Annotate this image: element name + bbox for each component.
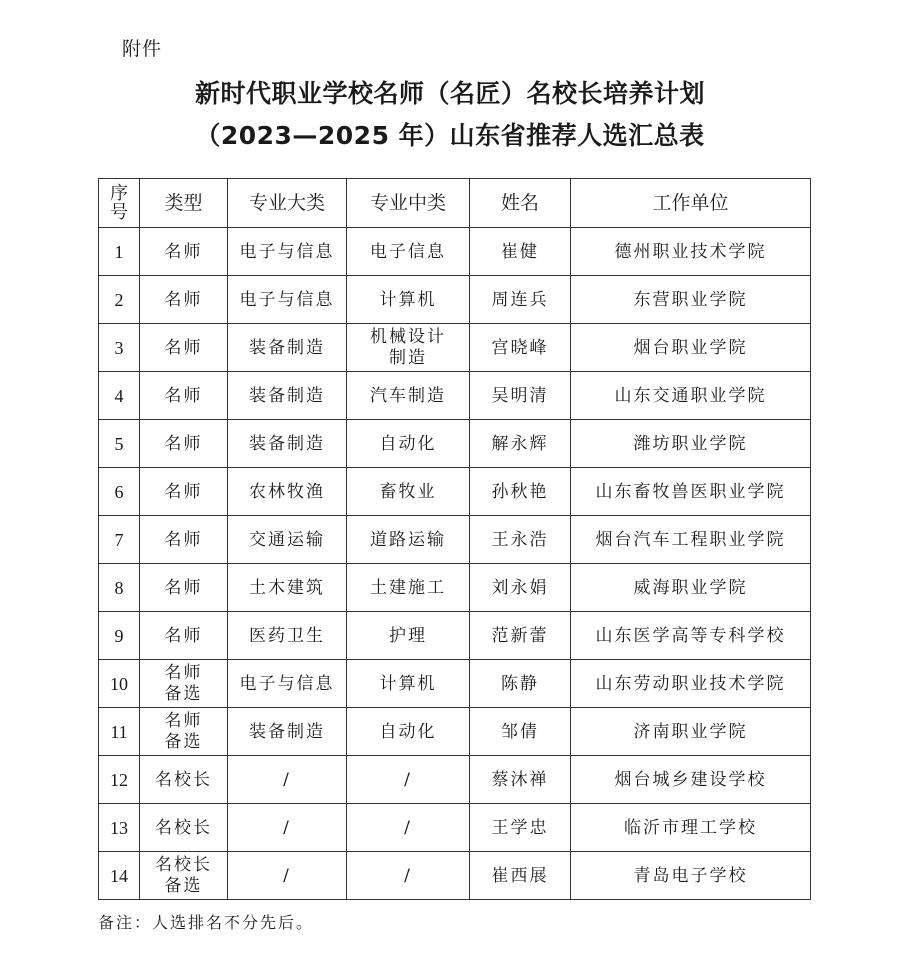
cell-major-subcategory-line: 电子信息 (370, 241, 446, 262)
cell-major-category: 电子与信息 (228, 660, 347, 708)
cell-major-category: 装备制造 (228, 708, 347, 756)
cell-major-subcategory (347, 804, 470, 852)
header-major-category: 专业大类 (228, 179, 347, 228)
table-row (99, 612, 811, 660)
header-seq (99, 179, 140, 228)
cell-type (140, 468, 228, 516)
cell-major-category: 电子与信息 (228, 228, 347, 276)
cell-type-line: 备选 (164, 683, 203, 704)
table-row (99, 564, 811, 612)
cell-seq: 4 (99, 372, 140, 420)
header-seq-line-1: 序 (110, 183, 128, 204)
cell-major-subcategory-line: 计算机 (379, 673, 437, 694)
cell-type-line: 备选 (164, 875, 203, 896)
table-row (99, 516, 811, 564)
cell-major-subcategory (347, 852, 470, 900)
cell-workplace: 东营职业学院 (571, 276, 811, 324)
cell-name: 吴明清 (470, 372, 571, 420)
cell-type-line: 名师 (164, 710, 203, 731)
table-row (99, 660, 811, 708)
attachment-label: 附件 (122, 38, 163, 60)
cell-major-subcategory-line: 护理 (389, 625, 427, 646)
cell-type-line: 名师 (164, 433, 203, 454)
cell-major-category: 农林牧渔 (228, 468, 347, 516)
cell-workplace: 山东劳动职业技术学院 (571, 660, 811, 708)
header-seq-line-2: 号 (110, 202, 128, 223)
cell-major-subcategory-line: 自动化 (379, 433, 437, 454)
cell-type-line: 名师 (164, 337, 203, 358)
cell-type-line: 备选 (164, 731, 203, 752)
cell-type-line: 名师 (164, 625, 203, 646)
table-row (99, 852, 811, 900)
cell-major-subcategory (347, 228, 470, 276)
cell-major-category: 交通运输 (228, 516, 347, 564)
cell-major-subcategory (347, 660, 470, 708)
cell-name: 范新蕾 (470, 612, 571, 660)
cell-major-subcategory (347, 708, 470, 756)
cell-major-category: 土木建筑 (228, 564, 347, 612)
cell-seq: 10 (99, 660, 140, 708)
cell-seq: 3 (99, 324, 140, 372)
table-row (99, 372, 811, 420)
cell-type (140, 324, 228, 372)
cell-type-line: 名师 (164, 481, 203, 502)
cell-workplace: 烟台职业学院 (571, 324, 811, 372)
cell-major-subcategory-line: / (404, 817, 412, 838)
cell-major-subcategory-line: 汽车制造 (370, 385, 446, 406)
cell-type-line: 名师 (164, 385, 203, 406)
cell-major-subcategory-line: 道路运输 (370, 529, 446, 550)
cell-workplace: 临沂市理工学校 (571, 804, 811, 852)
table-row (99, 804, 811, 852)
cell-type (140, 228, 228, 276)
cell-major-subcategory (347, 276, 470, 324)
cell-seq: 1 (99, 228, 140, 276)
cell-seq: 6 (99, 468, 140, 516)
cell-name: 孙秋艳 (470, 468, 571, 516)
cell-seq: 11 (99, 708, 140, 756)
cell-type (140, 420, 228, 468)
cell-major-subcategory (347, 612, 470, 660)
document-title-line-1: 新时代职业学校名师（名匠）名校长培养计划 (194, 79, 705, 108)
cell-major-category: / (228, 756, 347, 804)
cell-workplace: 烟台汽车工程职业学院 (571, 516, 811, 564)
cell-major-subcategory-line: 计算机 (379, 289, 437, 310)
cell-type-line: 名师 (164, 289, 203, 310)
table-header-row (99, 179, 811, 228)
table-row (99, 420, 811, 468)
cell-type (140, 708, 228, 756)
cell-name: 王学忠 (470, 804, 571, 852)
cell-type-line: 名校长 (155, 769, 212, 790)
cell-workplace: 德州职业技术学院 (571, 228, 811, 276)
cell-major-category: 电子与信息 (228, 276, 347, 324)
table-row (99, 468, 811, 516)
cell-name: 崔西展 (470, 852, 571, 900)
cell-major-category: 装备制造 (228, 420, 347, 468)
cell-type-line: 名师 (164, 662, 203, 683)
cell-name: 蔡沐禅 (470, 756, 571, 804)
cell-name: 崔健 (470, 228, 571, 276)
cell-name: 宫晓峰 (470, 324, 571, 372)
cell-seq: 9 (99, 612, 140, 660)
cell-major-subcategory (347, 468, 470, 516)
cell-major-subcategory-line: 自动化 (379, 721, 437, 742)
cell-type (140, 516, 228, 564)
cell-major-category: / (228, 804, 347, 852)
cell-type (140, 372, 228, 420)
cell-major-subcategory-line: 畜牧业 (379, 481, 437, 502)
cell-major-category: / (228, 852, 347, 900)
cell-workplace: 青岛电子学校 (571, 852, 811, 900)
cell-major-category: 装备制造 (228, 372, 347, 420)
cell-seq: 5 (99, 420, 140, 468)
cell-seq: 7 (99, 516, 140, 564)
cell-seq: 12 (99, 756, 140, 804)
cell-major-category: 装备制造 (228, 324, 347, 372)
cell-type (140, 852, 228, 900)
cell-workplace: 潍坊职业学院 (571, 420, 811, 468)
cell-seq: 13 (99, 804, 140, 852)
cell-type-line: 名师 (164, 529, 203, 550)
cell-name: 王永浩 (470, 516, 571, 564)
cell-major-subcategory (347, 564, 470, 612)
cell-name: 邹倩 (470, 708, 571, 756)
cell-major-subcategory-line: / (404, 865, 412, 886)
table-body (99, 228, 811, 900)
cell-workplace: 山东畜牧兽医职业学院 (571, 468, 811, 516)
cell-name: 陈静 (470, 660, 571, 708)
cell-workplace: 山东医学高等专科学校 (571, 612, 811, 660)
cell-type (140, 276, 228, 324)
header-workplace: 工作单位 (571, 179, 811, 228)
cell-name: 周连兵 (470, 276, 571, 324)
table-row (99, 276, 811, 324)
cell-workplace: 威海职业学院 (571, 564, 811, 612)
table-row (99, 756, 811, 804)
cell-type (140, 804, 228, 852)
cell-major-subcategory (347, 372, 470, 420)
cell-major-category: 医药卫生 (228, 612, 347, 660)
cell-type (140, 564, 228, 612)
cell-major-subcategory-line: / (404, 769, 412, 790)
cell-major-subcategory (347, 756, 470, 804)
cell-type-line: 名校长 (155, 817, 212, 838)
cell-workplace: 烟台城乡建设学校 (571, 756, 811, 804)
cell-type (140, 660, 228, 708)
cell-major-subcategory-line: 制造 (389, 347, 427, 368)
footnote: 备注：人选排名不分先后。 (98, 913, 315, 932)
cell-major-subcategory-line: 机械设计 (370, 326, 446, 347)
cell-major-subcategory-line: 土建施工 (370, 577, 446, 598)
cell-major-subcategory (347, 420, 470, 468)
table-row (99, 228, 811, 276)
candidate-table (98, 178, 811, 900)
header-name: 姓名 (470, 179, 571, 228)
cell-major-subcategory (347, 516, 470, 564)
table-row (99, 324, 811, 372)
cell-name: 解永辉 (470, 420, 571, 468)
header-type: 类型 (140, 179, 228, 228)
document-title-line-2: （2023—2025 年）山东省推荐人选汇总表 (195, 121, 705, 150)
cell-type (140, 612, 228, 660)
cell-workplace: 济南职业学院 (571, 708, 811, 756)
table-row (99, 708, 811, 756)
cell-workplace: 山东交通职业学院 (571, 372, 811, 420)
cell-type-line: 名校长 (155, 854, 212, 875)
header-major-subcategory: 专业中类 (347, 179, 470, 228)
cell-seq: 2 (99, 276, 140, 324)
cell-name: 刘永娟 (470, 564, 571, 612)
cell-type-line: 名师 (164, 241, 203, 262)
cell-type (140, 756, 228, 804)
cell-major-subcategory (347, 324, 470, 372)
cell-seq: 14 (99, 852, 140, 900)
cell-seq: 8 (99, 564, 140, 612)
cell-type-line: 名师 (164, 577, 203, 598)
